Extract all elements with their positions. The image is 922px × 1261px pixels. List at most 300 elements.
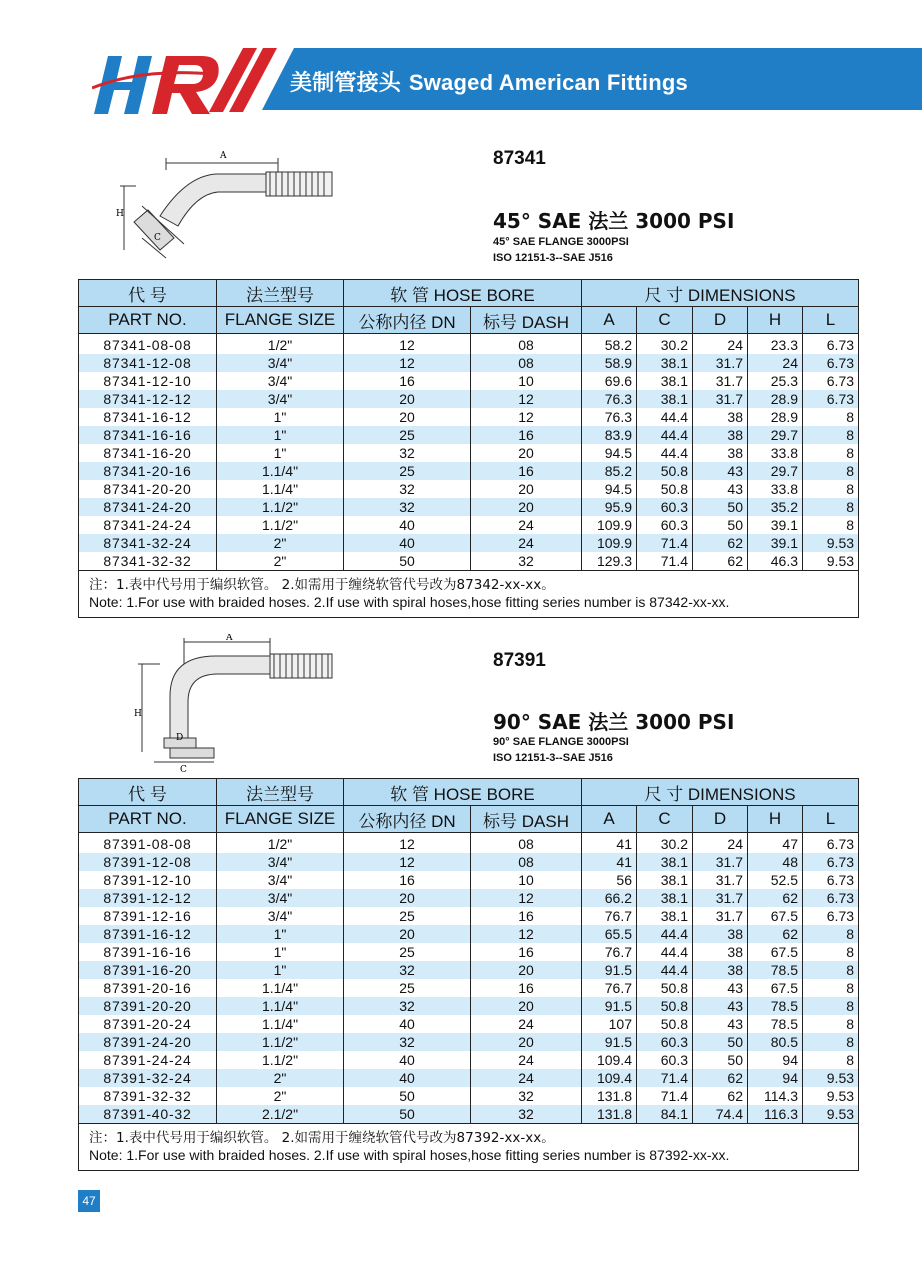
cell-flange-size: 3/4" (217, 390, 344, 408)
table-row (79, 552, 859, 571)
cell-dn: 40 (344, 516, 471, 534)
cell-dn: 50 (344, 552, 471, 571)
cell-h: 114.3 (748, 1087, 803, 1105)
cell-c: 50.8 (637, 480, 693, 498)
cell-flange-size: 1.1/2" (217, 516, 344, 534)
cell-dash: 12 (471, 889, 582, 907)
product-code: 87391 (493, 650, 546, 671)
cell-h: 52.5 (748, 871, 803, 889)
cell-flange-size: 1.1/4" (217, 997, 344, 1015)
cell-dash: 08 (471, 833, 582, 854)
drawing-label-h: H (116, 209, 124, 219)
cell-h: 46.3 (748, 552, 803, 571)
cell-dash: 08 (471, 853, 582, 871)
header-flange-size: FLANGE SIZE (217, 806, 344, 833)
cell-part-no: 87341-12-12 (79, 390, 217, 408)
cell-h: 29.7 (748, 462, 803, 480)
cell-flange-size: 1" (217, 925, 344, 943)
cell-l: 8 (803, 997, 859, 1015)
spec-table-87341 (78, 279, 859, 618)
cell-dn: 16 (344, 871, 471, 889)
cell-flange-size: 1" (217, 426, 344, 444)
header-c: C (637, 806, 693, 833)
cell-dash: 24 (471, 534, 582, 552)
cell-dash: 16 (471, 426, 582, 444)
cell-dn: 32 (344, 961, 471, 979)
cell-flange-size: 1.1/2" (217, 498, 344, 516)
cell-l: 6.73 (803, 907, 859, 925)
table-row (79, 498, 859, 516)
product-standard: ISO 12151-3--SAE J516 (493, 252, 613, 264)
cell-c: 38.1 (637, 354, 693, 372)
cell-h: 39.1 (748, 534, 803, 552)
header-l: L (803, 307, 859, 334)
table-row (79, 372, 859, 390)
cell-dash: 10 (471, 871, 582, 889)
cell-dash: 32 (471, 1105, 582, 1124)
cell-c: 44.4 (637, 961, 693, 979)
cell-h: 67.5 (748, 979, 803, 997)
header-a: A (582, 307, 637, 334)
cell-dash: 24 (471, 1015, 582, 1033)
cell-part-no: 87341-16-16 (79, 426, 217, 444)
cell-d: 43 (693, 462, 748, 480)
cell-a: 76.7 (582, 907, 637, 925)
table-row (79, 961, 859, 979)
cell-c: 60.3 (637, 498, 693, 516)
cell-part-no: 87341-16-12 (79, 408, 217, 426)
cell-h: 116.3 (748, 1105, 803, 1124)
cell-dash: 20 (471, 997, 582, 1015)
drawing-label-a: A (220, 151, 227, 161)
cell-c: 44.4 (637, 426, 693, 444)
table-row (79, 871, 859, 889)
cell-a: 109.9 (582, 534, 637, 552)
cell-dn: 20 (344, 408, 471, 426)
cell-c: 60.3 (637, 1033, 693, 1051)
cell-d: 50 (693, 498, 748, 516)
cell-flange-size: 3/4" (217, 354, 344, 372)
cell-c: 50.8 (637, 462, 693, 480)
cell-c: 44.4 (637, 408, 693, 426)
header-dash: 标号 DASH (471, 307, 582, 334)
drawing-label-d: D (176, 733, 184, 743)
cell-h: 24 (748, 354, 803, 372)
table-row (79, 1105, 859, 1124)
cell-h: 62 (748, 925, 803, 943)
cell-flange-size: 1.1/2" (217, 1033, 344, 1051)
cell-dn: 12 (344, 833, 471, 854)
cell-l: 8 (803, 462, 859, 480)
header-title-en: Swaged American Fittings (408, 70, 688, 95)
cell-dn: 50 (344, 1105, 471, 1124)
cell-dn: 40 (344, 534, 471, 552)
drawing-label-c: C (154, 233, 161, 243)
cell-h: 28.9 (748, 408, 803, 426)
cell-dash: 20 (471, 444, 582, 462)
cell-part-no: 87341-24-24 (79, 516, 217, 534)
cell-l: 8 (803, 943, 859, 961)
cell-l: 6.73 (803, 390, 859, 408)
cell-a: 91.5 (582, 1033, 637, 1051)
cell-dn: 40 (344, 1069, 471, 1087)
cell-d: 38 (693, 408, 748, 426)
table-row (79, 907, 859, 925)
cell-c: 50.8 (637, 997, 693, 1015)
cell-d: 50 (693, 516, 748, 534)
cell-l: 9.53 (803, 1105, 859, 1124)
cell-dn: 32 (344, 498, 471, 516)
cell-c: 71.4 (637, 534, 693, 552)
cell-l: 6.73 (803, 871, 859, 889)
cell-l: 6.73 (803, 372, 859, 390)
cell-part-no: 87391-12-08 (79, 853, 217, 871)
cell-h: 78.5 (748, 961, 803, 979)
cell-dash: 20 (471, 480, 582, 498)
cell-part-no: 87391-32-24 (79, 1069, 217, 1087)
cell-part-no: 87391-24-20 (79, 1033, 217, 1051)
cell-dash: 32 (471, 552, 582, 571)
cell-part-no: 87341-08-08 (79, 334, 217, 355)
cell-a: 66.2 (582, 889, 637, 907)
cell-c: 50.8 (637, 979, 693, 997)
cell-part-no: 87391-12-16 (79, 907, 217, 925)
cell-h: 33.8 (748, 444, 803, 462)
cell-part-no: 87341-12-10 (79, 372, 217, 390)
cell-flange-size: 1.1/4" (217, 462, 344, 480)
cell-flange-size: 3/4" (217, 372, 344, 390)
table-row (79, 853, 859, 871)
product-standard: ISO 12151-3--SAE J516 (493, 752, 613, 764)
cell-l: 8 (803, 498, 859, 516)
cell-flange-size: 1" (217, 961, 344, 979)
header-part-code: 代 号 (79, 779, 217, 806)
cell-l: 8 (803, 480, 859, 498)
cell-part-no: 87391-20-16 (79, 979, 217, 997)
cell-dash: 12 (471, 925, 582, 943)
cell-l: 8 (803, 961, 859, 979)
cell-flange-size: 1" (217, 943, 344, 961)
cell-part-no: 87391-16-20 (79, 961, 217, 979)
header-part-no: PART NO. (79, 806, 217, 833)
cell-a: 83.9 (582, 426, 637, 444)
cell-a: 56 (582, 871, 637, 889)
table-row (79, 997, 859, 1015)
header-h: H (748, 806, 803, 833)
cell-h: 62 (748, 889, 803, 907)
table-row (79, 943, 859, 961)
header-dn: 公称内径 DN (344, 307, 471, 334)
cell-dash: 10 (471, 372, 582, 390)
cell-dash: 12 (471, 408, 582, 426)
cell-flange-size: 2.1/2" (217, 1105, 344, 1124)
cell-part-no: 87341-32-24 (79, 534, 217, 552)
cell-a: 94.5 (582, 480, 637, 498)
header-d: D (693, 307, 748, 334)
cell-dn: 25 (344, 979, 471, 997)
cell-flange-size: 1.1/4" (217, 1015, 344, 1033)
header-hose-bore: 软 管 HOSE BORE (344, 779, 582, 806)
cell-flange-size: 1" (217, 444, 344, 462)
note-cn: 注：1.表中代号用于编织软管。 2.如需用于缠绕软管代号改为87392-xx-xx。 (89, 1130, 555, 1146)
header-flange-size: FLANGE SIZE (217, 307, 344, 334)
cell-a: 58.2 (582, 334, 637, 355)
cell-dn: 32 (344, 997, 471, 1015)
cell-c: 38.1 (637, 853, 693, 871)
cell-dash: 24 (471, 1069, 582, 1087)
cell-l: 9.53 (803, 1087, 859, 1105)
cell-l: 8 (803, 1051, 859, 1069)
page-number: 47 (78, 1190, 100, 1212)
cell-c: 30.2 (637, 833, 693, 854)
cell-dash: 08 (471, 334, 582, 355)
cell-h: 29.7 (748, 426, 803, 444)
table-row (79, 1015, 859, 1033)
header-a: A (582, 806, 637, 833)
product-subtitle: 45° SAE FLANGE 3000PSI (493, 236, 629, 248)
cell-part-no: 87341-12-08 (79, 354, 217, 372)
cell-dash: 20 (471, 1033, 582, 1051)
table-row (79, 833, 859, 854)
cell-h: 94 (748, 1069, 803, 1087)
drawing-label-a: A (226, 634, 233, 643)
cell-l: 8 (803, 444, 859, 462)
cell-dash: 08 (471, 354, 582, 372)
cell-flange-size: 3/4" (217, 853, 344, 871)
cell-dn: 25 (344, 943, 471, 961)
cell-dn: 32 (344, 480, 471, 498)
table-row (79, 426, 859, 444)
note-en: Note: 1.For use with braided hoses. 2.If use with spiral hoses,hose fitting series number is 87342-xx-xx. (89, 594, 730, 610)
table-row (79, 390, 859, 408)
cell-a: 76.7 (582, 979, 637, 997)
cell-c: 44.4 (637, 943, 693, 961)
cell-a: 109.9 (582, 516, 637, 534)
cell-c: 71.4 (637, 1069, 693, 1087)
cell-d: 31.7 (693, 871, 748, 889)
product-code: 87341 (493, 148, 546, 169)
cell-d: 38 (693, 925, 748, 943)
cell-dn: 25 (344, 907, 471, 925)
cell-a: 131.8 (582, 1087, 637, 1105)
cell-a: 76.7 (582, 943, 637, 961)
cell-l: 6.73 (803, 334, 859, 355)
cell-dn: 50 (344, 1087, 471, 1105)
header-flange-type: 法兰型号 (217, 779, 344, 806)
table-row (79, 444, 859, 462)
cell-dn: 20 (344, 390, 471, 408)
cell-flange-size: 1.1/4" (217, 480, 344, 498)
cell-h: 47 (748, 833, 803, 854)
drawing-label-c: C (180, 765, 187, 774)
header-hose-bore: 软 管 HOSE BORE (344, 280, 582, 307)
cell-a: 41 (582, 833, 637, 854)
cell-h: 33.8 (748, 480, 803, 498)
note-cell (79, 1124, 859, 1171)
cell-d: 43 (693, 979, 748, 997)
cell-a: 85.2 (582, 462, 637, 480)
cell-dn: 32 (344, 1033, 471, 1051)
cell-a: 76.3 (582, 408, 637, 426)
cell-d: 62 (693, 534, 748, 552)
cell-part-no: 87391-12-10 (79, 871, 217, 889)
cell-part-no: 87391-40-32 (79, 1105, 217, 1124)
table-row (79, 480, 859, 498)
cell-h: 78.5 (748, 997, 803, 1015)
cell-a: 69.6 (582, 372, 637, 390)
cell-c: 71.4 (637, 1087, 693, 1105)
cell-flange-size: 1.1/4" (217, 979, 344, 997)
cell-dn: 40 (344, 1051, 471, 1069)
cell-a: 41 (582, 853, 637, 871)
cell-l: 6.73 (803, 833, 859, 854)
cell-dash: 20 (471, 961, 582, 979)
cell-flange-size: 3/4" (217, 907, 344, 925)
cell-flange-size: 1" (217, 408, 344, 426)
cell-part-no: 87341-20-16 (79, 462, 217, 480)
cell-a: 94.5 (582, 444, 637, 462)
cell-h: 78.5 (748, 1015, 803, 1033)
cell-dash: 12 (471, 390, 582, 408)
cell-c: 38.1 (637, 907, 693, 925)
cell-d: 50 (693, 1051, 748, 1069)
cell-h: 28.9 (748, 390, 803, 408)
cell-d: 62 (693, 1069, 748, 1087)
table-row (79, 354, 859, 372)
table-row (79, 1033, 859, 1051)
header-dn: 公称内径 DN (344, 806, 471, 833)
cell-l: 8 (803, 426, 859, 444)
cell-l: 9.53 (803, 1069, 859, 1087)
table-row (79, 334, 859, 355)
cell-h: 48 (748, 853, 803, 871)
cell-part-no: 87341-24-20 (79, 498, 217, 516)
header-dimensions: 尺 寸 DIMENSIONS (582, 280, 859, 307)
cell-h: 23.3 (748, 334, 803, 355)
cell-dn: 12 (344, 334, 471, 355)
header-part-code: 代 号 (79, 280, 217, 307)
fitting-90-drawing (130, 634, 350, 774)
cell-d: 31.7 (693, 889, 748, 907)
cell-flange-size: 2" (217, 1087, 344, 1105)
cell-c: 30.2 (637, 334, 693, 355)
cell-flange-size: 2" (217, 1069, 344, 1087)
cell-c: 38.1 (637, 889, 693, 907)
cell-flange-size: 3/4" (217, 889, 344, 907)
cell-part-no: 87391-08-08 (79, 833, 217, 854)
cell-part-no: 87391-32-32 (79, 1087, 217, 1105)
cell-a: 131.8 (582, 1105, 637, 1124)
cell-l: 8 (803, 1033, 859, 1051)
header-part-no: PART NO. (79, 307, 217, 334)
cell-l: 6.73 (803, 354, 859, 372)
cell-a: 91.5 (582, 997, 637, 1015)
cell-l: 8 (803, 408, 859, 426)
product-title: 90° SAE 法兰 3000 PSI (493, 710, 735, 734)
cell-part-no: 87391-16-16 (79, 943, 217, 961)
spec-table-87391 (78, 778, 859, 1171)
header-d: D (693, 806, 748, 833)
cell-d: 74.4 (693, 1105, 748, 1124)
cell-d: 31.7 (693, 853, 748, 871)
table-row (79, 1051, 859, 1069)
cell-l: 9.53 (803, 534, 859, 552)
cell-d: 31.7 (693, 907, 748, 925)
cell-d: 31.7 (693, 372, 748, 390)
cell-a: 109.4 (582, 1069, 637, 1087)
header-title (290, 66, 688, 97)
cell-dn: 25 (344, 462, 471, 480)
header-h: H (748, 307, 803, 334)
note-en: Note: 1.For use with braided hoses. 2.If use with spiral hoses,hose fitting series number is 87392-xx-xx. (89, 1147, 730, 1163)
cell-part-no: 87391-16-12 (79, 925, 217, 943)
header-flange-type: 法兰型号 (217, 280, 344, 307)
cell-c: 44.4 (637, 444, 693, 462)
cell-c: 38.1 (637, 871, 693, 889)
table-note (79, 1124, 859, 1171)
cell-h: 25.3 (748, 372, 803, 390)
table-row (79, 889, 859, 907)
product-title: 45° SAE 法兰 3000 PSI (493, 209, 735, 233)
cell-flange-size: 1/2" (217, 833, 344, 854)
cell-c: 38.1 (637, 372, 693, 390)
cell-l: 8 (803, 1015, 859, 1033)
cell-a: 65.5 (582, 925, 637, 943)
table-row (79, 462, 859, 480)
cell-l: 8 (803, 979, 859, 997)
cell-c: 50.8 (637, 1015, 693, 1033)
cell-dn: 12 (344, 354, 471, 372)
cell-flange-size: 1.1/2" (217, 1051, 344, 1069)
cell-d: 43 (693, 997, 748, 1015)
cell-a: 76.3 (582, 390, 637, 408)
fitting-45-drawing (112, 146, 342, 266)
cell-h: 80.5 (748, 1033, 803, 1051)
cell-d: 31.7 (693, 390, 748, 408)
cell-dash: 24 (471, 1051, 582, 1069)
cell-dn: 12 (344, 853, 471, 871)
cell-d: 38 (693, 426, 748, 444)
cell-dash: 20 (471, 498, 582, 516)
cell-d: 38 (693, 961, 748, 979)
cell-dash: 16 (471, 979, 582, 997)
cell-h: 67.5 (748, 907, 803, 925)
cell-dn: 20 (344, 889, 471, 907)
cell-d: 50 (693, 1033, 748, 1051)
cell-c: 60.3 (637, 516, 693, 534)
cell-d: 31.7 (693, 354, 748, 372)
cell-d: 38 (693, 943, 748, 961)
cell-a: 58.9 (582, 354, 637, 372)
cell-c: 38.1 (637, 390, 693, 408)
cell-part-no: 87391-20-20 (79, 997, 217, 1015)
cell-d: 43 (693, 1015, 748, 1033)
cell-part-no: 87341-32-32 (79, 552, 217, 571)
cell-dn: 16 (344, 372, 471, 390)
header-dash: 标号 DASH (471, 806, 582, 833)
table-note (79, 571, 859, 618)
cell-l: 6.73 (803, 853, 859, 871)
cell-d: 24 (693, 833, 748, 854)
cell-a: 129.3 (582, 552, 637, 571)
table-row (79, 534, 859, 552)
cell-dash: 16 (471, 907, 582, 925)
table-row (79, 516, 859, 534)
header-title-cn: 美制管接头 (290, 71, 402, 96)
cell-dash: 32 (471, 1087, 582, 1105)
cell-c: 60.3 (637, 1051, 693, 1069)
cell-d: 24 (693, 334, 748, 355)
